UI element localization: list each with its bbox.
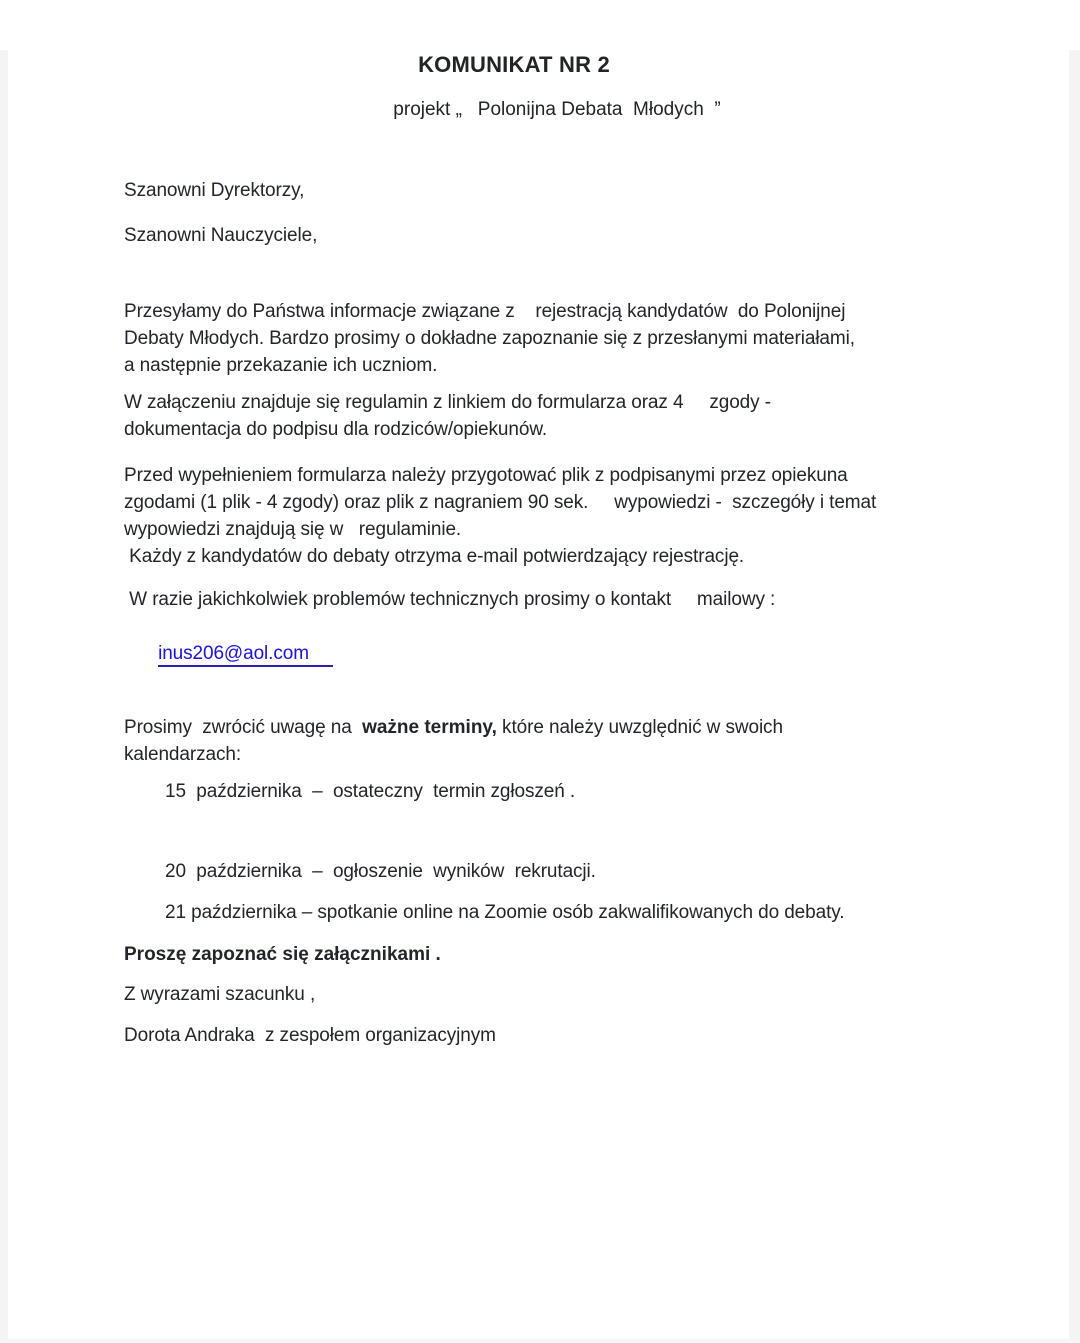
paragraph-line: W załączeniu znajduje się regulamin z linkiem do formularza oraz 4 zgody -	[124, 392, 771, 413]
paragraph-before-form	[124, 462, 1040, 570]
salutation-teachers: Szanowni Nauczyciele,	[124, 225, 318, 246]
terminy-text-pre: Prosimy zwrócić uwagę na	[124, 717, 363, 738]
terminy-text-post: które należy uwzględnić w swoich	[496, 717, 783, 738]
signoff: Z wyrazami szacunku ,	[124, 984, 316, 1005]
paragraph-line: Przed wypełnieniem formularza należy przygotować plik z podpisanymi przez opiekuna	[124, 465, 848, 486]
page-edge-right	[1069, 50, 1080, 1343]
paragraph-line: dokumentacja do podpisu dla rodziców/opiekunów.	[124, 419, 548, 440]
paragraph-line: zgodami (1 plik - 4 zgody) oraz plik z nagraniem 90 sek. wypowiedzi - szczegóły i temat	[124, 492, 877, 513]
paragraph-line: a następnie przekazanie ich uczniom.	[124, 355, 438, 376]
paragraph-line: wypowiedzi znajdują się w regulaminie.	[124, 519, 462, 540]
document-subtitle: projekt „ Polonijna Debata Młodych ”	[393, 99, 721, 120]
deadline-item-oct21: 21 października – spotkanie online na Zoomie osób zakwalifikowanych do debaty.	[165, 902, 845, 923]
document-title: KOMUNIKAT NR 2	[418, 52, 610, 77]
deadline-item-oct15: 15 października – ostateczny termin zgłoszeń .	[165, 781, 576, 802]
page-edge-bottom	[0, 1339, 1080, 1343]
email-line	[124, 613, 1040, 694]
closing-attachments-note: Proszę zapoznać się załącznikami .	[124, 944, 441, 965]
paragraph-line: Każdy z kandydatów do debaty otrzyma e-mail potwierdzający rejestrację.	[124, 546, 745, 567]
salutation-directors: Szanowni Dyrektorzy,	[124, 180, 305, 201]
paragraph-line: W razie jakichkolwiek problemów technicznych prosimy o kontakt mailowy :	[124, 589, 776, 610]
paragraph-deadlines-notice	[124, 714, 1040, 768]
signature: Dorota Andraka z zespołem organizacyjnym	[124, 1025, 496, 1046]
email-link[interactable]: inus206@aol.com	[158, 643, 333, 667]
paragraph-line: Debaty Młodych. Bardzo prosimy o dokładne zapoznanie się z przesłanymi materiałami,	[124, 328, 855, 349]
document-page	[0, 50, 1080, 1049]
paragraph-intro	[124, 298, 1040, 379]
paragraph-line: Przesyłamy do Państwa informacje związane z rejestracją kandydatów do Polonijnej	[124, 301, 846, 322]
deadline-item-oct20: 20 października – ogłoszenie wyników rekrutacji.	[165, 861, 596, 882]
paragraph-line	[124, 714, 1040, 741]
paragraph-attachments	[124, 389, 1040, 443]
paragraph-contact	[124, 586, 1040, 694]
terminy-bold-phrase: ważne terminy,	[362, 717, 497, 738]
page-edge-left	[0, 50, 8, 1343]
paragraph-line: kalendarzach:	[124, 744, 241, 765]
